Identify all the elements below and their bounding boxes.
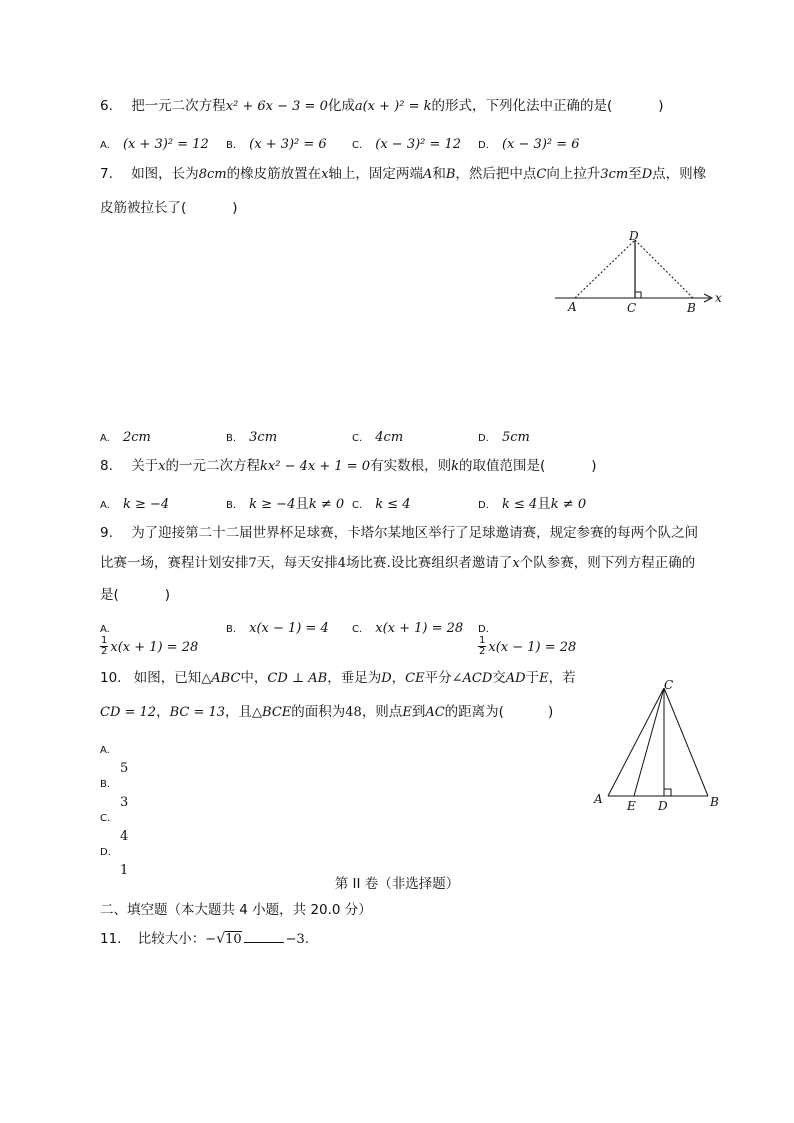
label-b: B: [687, 301, 696, 315]
q10-option-b[interactable]: B. 3: [100, 779, 129, 810]
question-7-stem-line2: 皮筋被拉长了( ): [100, 200, 238, 216]
question-number: 10.: [100, 670, 122, 686]
question-number: 6.: [100, 98, 113, 114]
label-a: A: [568, 300, 577, 314]
question-number: 11.: [100, 931, 122, 947]
q9-option-a[interactable]: A. $\frac{1}{2}$ x(x + 1) = 28: [100, 624, 199, 657]
q7-option-d[interactable]: D. 5cm: [478, 430, 530, 445]
question-number: 9.: [100, 525, 113, 541]
question-8-stem: 8. 关于x的一元二次方程kx² − 4x + 1 = 0有实数根，则k的取值范围是( ): [100, 458, 597, 474]
q8-option-b[interactable]: B. k ≥ −4且k ≠ 0: [226, 496, 345, 512]
q6-option-d[interactable]: D. (x − 3)² = 6: [478, 137, 580, 152]
question-number: 8.: [100, 458, 113, 474]
fraction: $\frac{1}{2}$: [479, 635, 486, 657]
q6-option-c[interactable]: C. (x − 3)² = 12: [352, 137, 462, 152]
question-11-stem: 11. 比较大小：−√10 −3.: [100, 931, 309, 947]
question-9-stem-line3: 是( ): [100, 587, 171, 603]
label-a: A: [594, 792, 603, 806]
q10-option-d[interactable]: D. 1: [100, 847, 129, 878]
fraction: $\frac{1}{2}$: [101, 635, 108, 657]
q7-option-b[interactable]: B. 3cm: [226, 430, 278, 445]
answer-blank[interactable]: [244, 930, 284, 943]
label-d: D: [658, 799, 668, 813]
q9-option-b[interactable]: B. x(x − 1) = 4: [226, 621, 329, 636]
segment-ce: [634, 688, 664, 796]
q6-option-b[interactable]: B. (x + 3)² = 6: [226, 137, 327, 152]
label-x: x: [715, 291, 722, 305]
question-6-stem: 6. 把一元二次方程x² + 6x − 3 = 0化成a(x + )² = k的形式，下列化法中正确的是( ): [100, 98, 664, 114]
question-10-stem-line2: CD = 12，BC = 13，且△BCE的面积为48，则点E到AC的距离为( ): [100, 704, 554, 720]
q8-option-a[interactable]: A. k ≥ −4: [100, 497, 170, 512]
q9-option-d[interactable]: D. $\frac{1}{2}$ x(x − 1) = 28: [478, 624, 577, 657]
label-b: B: [710, 795, 719, 809]
q10-option-a[interactable]: A. 5: [100, 745, 129, 776]
right-angle-mark: [664, 789, 671, 796]
q7-option-c[interactable]: C. 4cm: [352, 430, 404, 445]
section-heading: 二、填空题（本大题共 4 小题，共 20.0 分）: [100, 902, 372, 918]
question-7-stem: 7. 如图，长为8cm的橡皮筋放置在x轴上，固定两端A和B，然后把中点C向上拉升3cm至D点，则橡: [100, 166, 707, 182]
q8-option-d[interactable]: D. k ≤ 4且k ≠ 0: [478, 496, 587, 512]
segment-db: [635, 240, 693, 298]
q9-option-c[interactable]: C. x(x + 1) = 28: [352, 621, 464, 636]
q10-option-c[interactable]: C. 4: [100, 813, 129, 844]
q7-option-a[interactable]: A. 2cm: [100, 430, 151, 445]
q7-figure: [550, 226, 730, 318]
q8-option-c[interactable]: C. k ≤ 4: [352, 497, 411, 512]
question-number: 7.: [100, 166, 113, 182]
label-d: D: [629, 229, 639, 243]
segment-ad: [575, 240, 635, 298]
question-9-stem: 9. 为了迎接第二十二届世界杯足球赛，卡塔尔某地区举行了足球邀请赛，规定参赛的每两个队之间: [100, 525, 699, 541]
label-c: C: [627, 301, 637, 315]
label-c: C: [664, 678, 674, 692]
sqrt-symbol: √: [216, 931, 226, 947]
q10-figure: [590, 674, 730, 816]
question-10-stem: 10. 如图，已知△ABC中，CD ⊥ AB，垂足为D，CE平分∠ACD交AD于E，若: [100, 670, 576, 686]
segment-cb: [664, 688, 708, 796]
q6-option-a[interactable]: A. (x + 3)² = 12: [100, 137, 209, 152]
question-9-stem-line2: 比赛一场，赛程计划安排7天，每天安排4场比赛.设比赛组织者邀请了x个队参赛，则下列方程正确的: [100, 555, 696, 571]
label-e: E: [627, 799, 636, 813]
part-2-title: 第 II 卷（非选择题）: [334, 876, 460, 892]
right-angle-mark: [635, 292, 641, 298]
segment-ca: [608, 688, 664, 796]
